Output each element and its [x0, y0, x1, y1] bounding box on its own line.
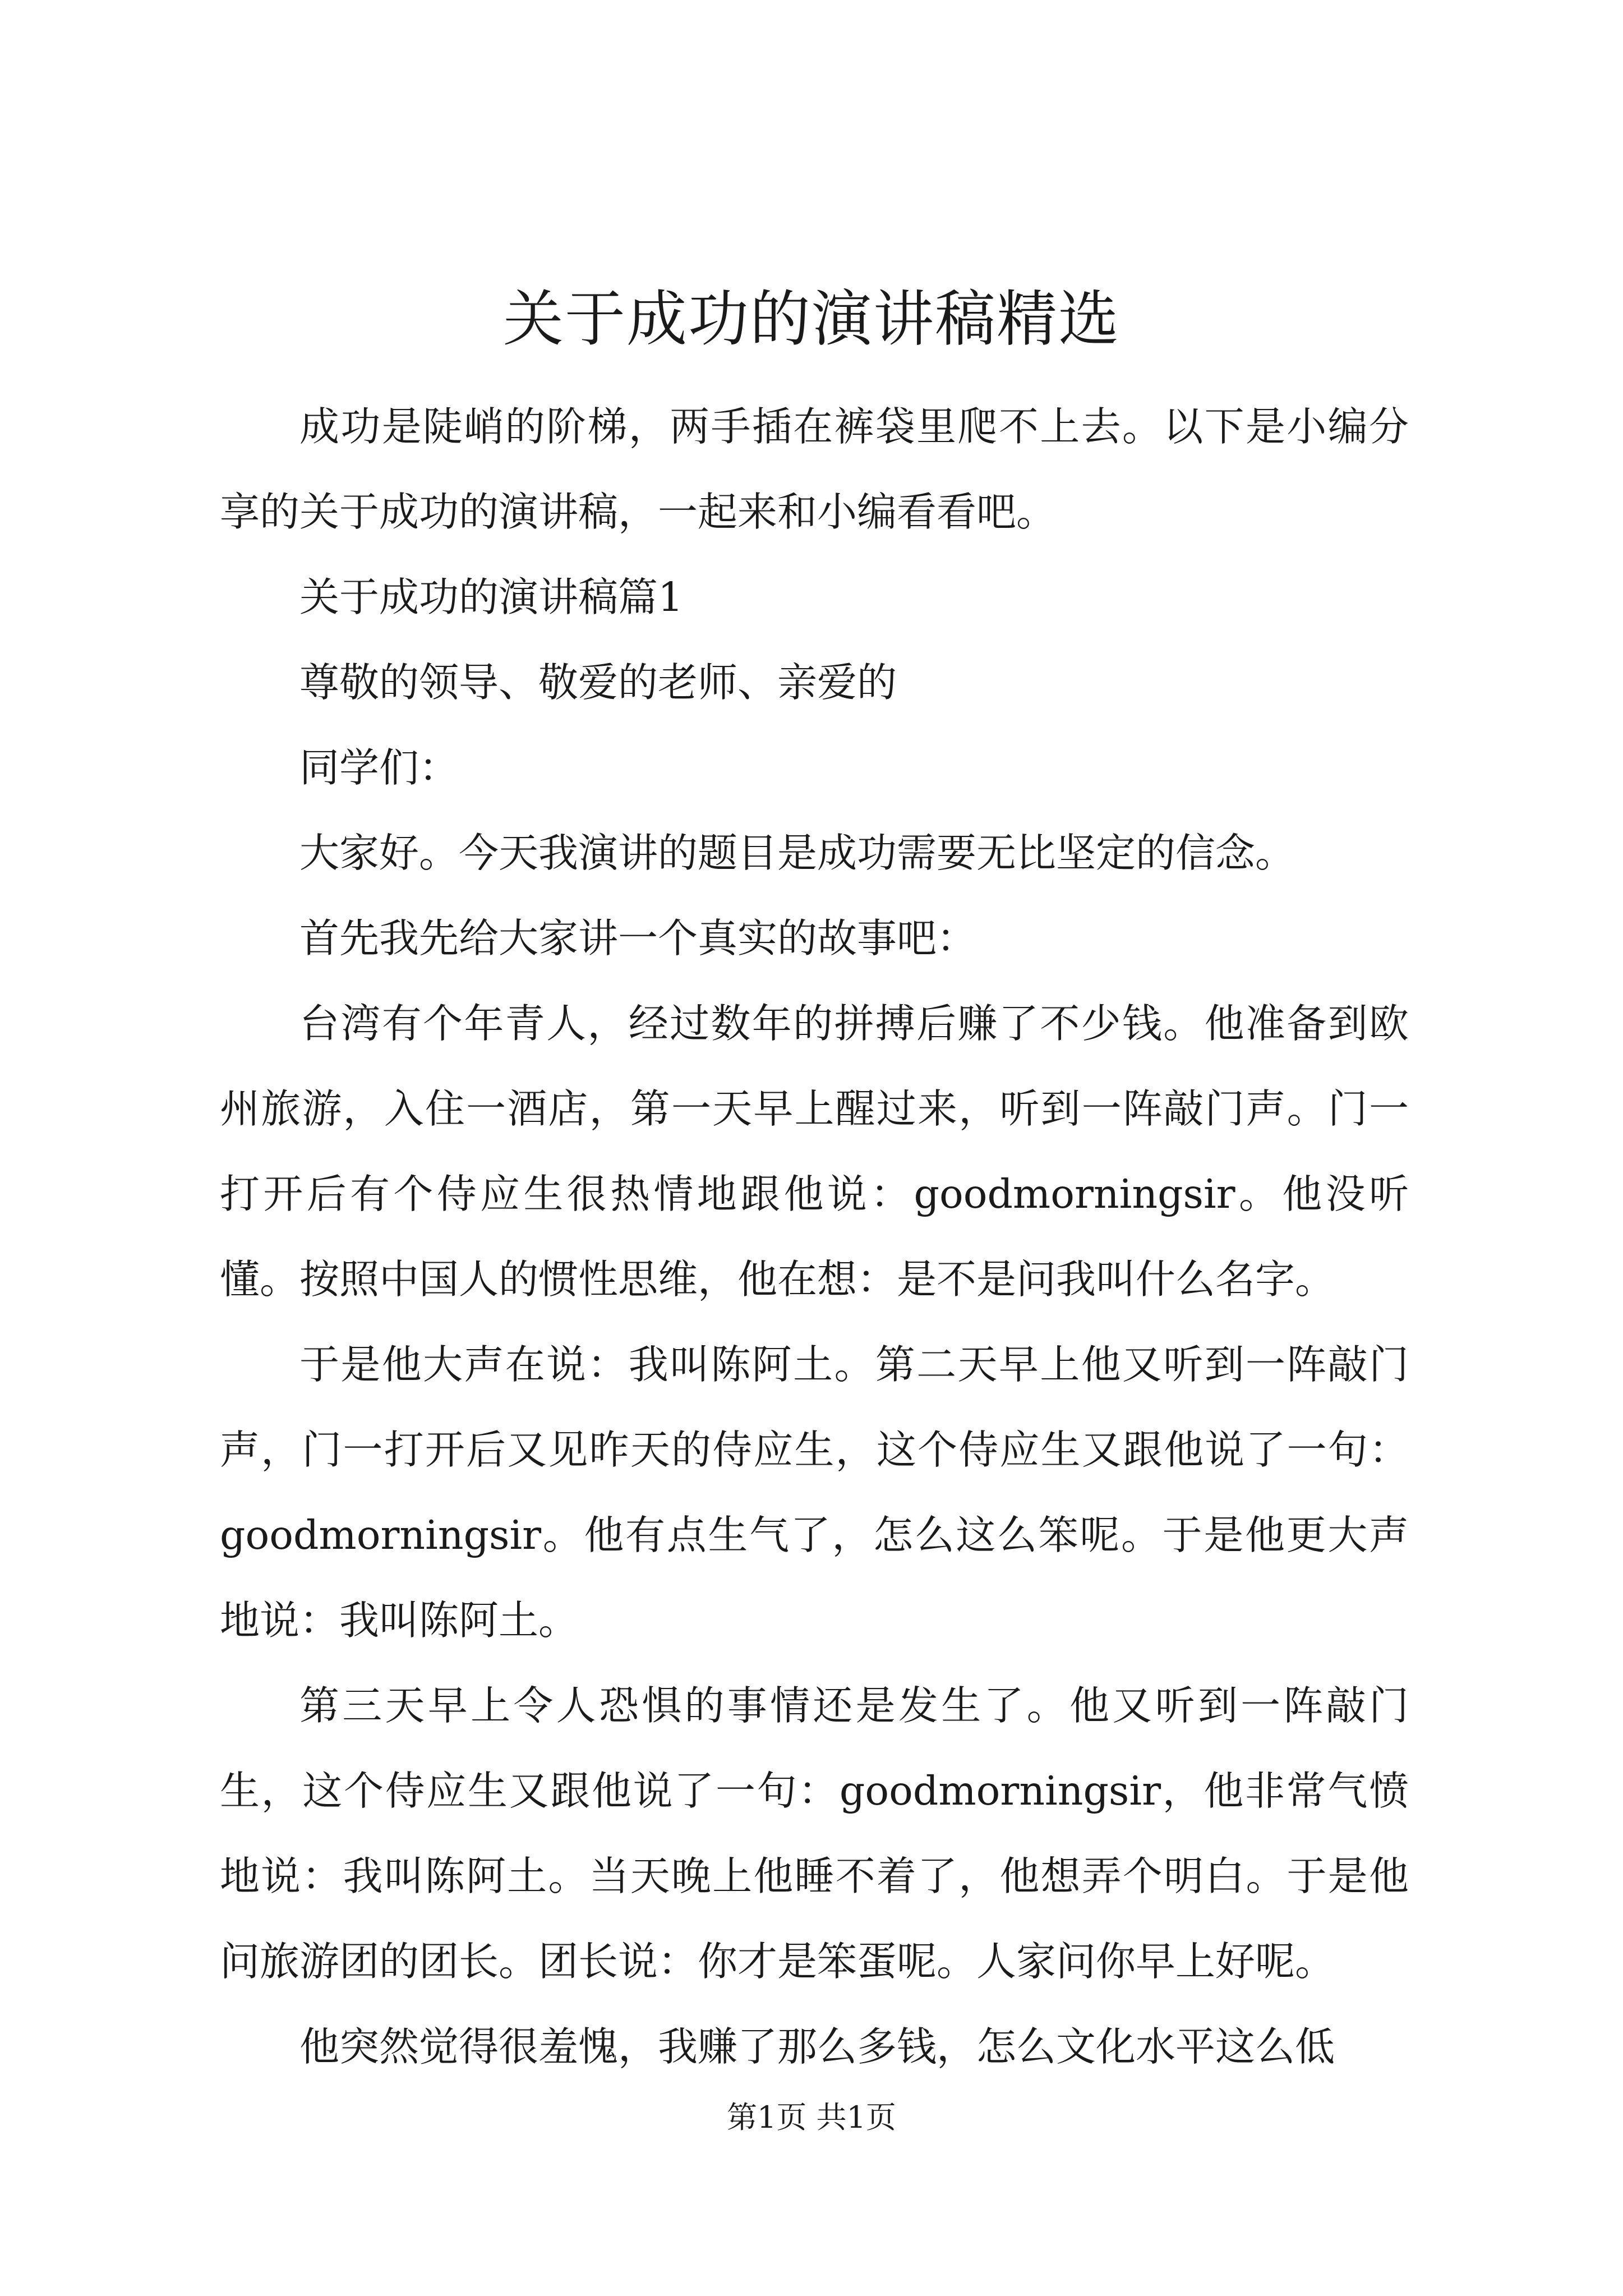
paragraph: 他突然觉得很羞愧，我赚了那么多钱，怎么文化水平这么低 [299, 2023, 1335, 2070]
paragraph: 台湾有个年青人，经过数年的拼搏后赚了不少钱。他准备到欧州旅游，入住一酒店，第一天早上醒过来，听到一阵敲门声。门一打开后有个侍应生很热情地跟他说：goodmorningsir。他没听懂。按照中国人的惯性思维，他在想：是不是问我叫什么名字。 [220, 1000, 1409, 1303]
paragraph: 第三天早上令人恐惧的事情还是发生了。他又听到一阵敲门生，这个侍应生又跟他说了一句：goodmorningsir，他非常气愤地说：我叫陈阿土。当天晚上他睡不着了，他想弄个明白。于是他问旅游团的团长。团长说：你才是笨蛋呢。人家问你早上好呢。 [220, 1682, 1409, 1985]
paragraph: 大家好。今天我演讲的题目是成功需要无比坚定的信念。 [299, 830, 1295, 876]
paragraph: 于是他大声在说：我叫陈阿土。第二天早上他又听到一阵敲门声，门一打开后又见昨天的侍应生，这个侍应生又跟他说了一句：goodmorningsir。他有点生气了，怎么这么笨呢。于是他更大声地说：我叫陈阿土。 [220, 1341, 1409, 1644]
paragraph: 首先我先给大家讲一个真实的故事吧： [299, 915, 977, 961]
paragraph: 关于成功的演讲稿篇1 [299, 574, 684, 620]
page-footer: 第1页 共1页 [727, 2100, 896, 2135]
document-title: 关于成功的演讲稿精选 [502, 284, 1120, 355]
paragraph: 成功是陡峭的阶梯，两手插在裤袋里爬不上去。以下是小编分享的关于成功的演讲稿，一起来和小编看看吧。 [220, 403, 1409, 535]
paragraph: 尊敬的领导、敬爱的老师、亲爱的 [299, 659, 897, 706]
paragraph: 同学们： [299, 744, 459, 791]
document-body [220, 384, 1409, 2090]
